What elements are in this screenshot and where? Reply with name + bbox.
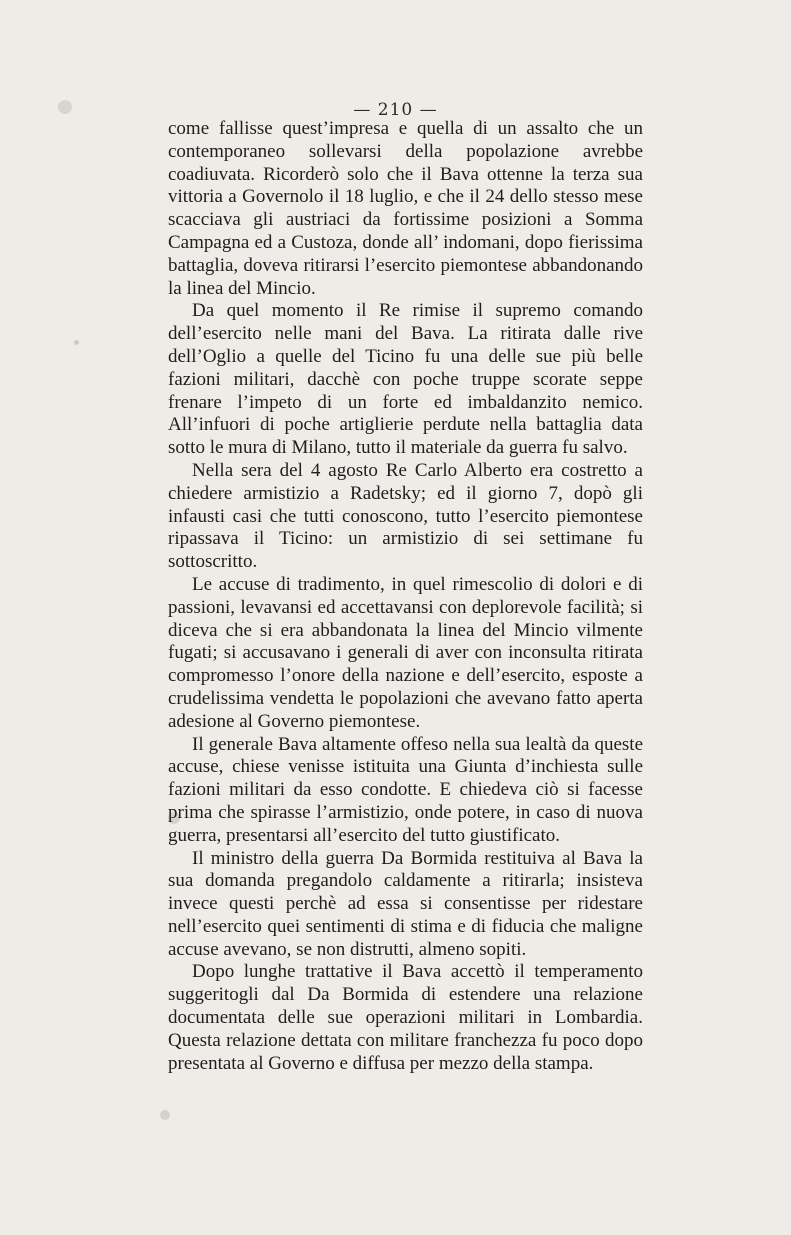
paper-speck xyxy=(160,1110,170,1120)
paragraph-4: Le accuse di tradimento, in quel rimescolio di dolori e di passioni, levavansi ed accettavansi con deplorevole facilità; si diceva che si era abbandonata la linea del Mincio vilmente fugati; si accusavano i generali di aver con inconsulta ritirata compromesso l’onore della nazione e dell’esercito, esposte a crudelissima vendetta le popolazioni che avevano fatto aperta adesione al Governo piemontese. xyxy=(168,573,643,732)
paper-speck xyxy=(74,340,79,345)
paragraph-2: Da quel momento il Re rimise il supremo comando dell’esercito nelle mani del Bava. La ritirata dalle rive dell’Oglio a quelle del Ticino fu una delle sue più belle fazioni militari, dacchè con poche truppe scorate seppe frenare l’impeto di un forte ed imbaldanzito nemico. All’infuori di poche artiglierie perdute nella battaglia data sotto le mura di Milano, tutto il materiale da guerra fu salvo. xyxy=(168,300,643,459)
paragraph-5: Il generale Bava altamente offeso nella sua lealtà da queste accuse, chiese venisse istituita una Giunta d’inchiesta sulle fazioni militari da esso condotte. E chiedeva ciò si facesse prima che spirasse l’armistizio, onde potere, in caso di nuova guerra, presentarsi all’esercito del tutto giustificato. xyxy=(168,733,643,846)
paragraph-7: Dopo lunghe trattative il Bava accettò il temperamento suggeritogli dal Da Bormida di estendere una relazione documentata delle sue operazioni militari in Lombardia. Questa relazione dettata con militare franchezza fu poco dopo presentata al Governo e diffusa per mezzo della stampa. xyxy=(168,961,643,1074)
paragraph-1: come fallisse quest’impresa e quella di un assalto che un contemporaneo sollevarsi della popolazione avrebbe coadiuvata. Ricorderò solo che il Bava ottenne la terza sua vittoria a Governolo il 18 luglio, e che il 24 dello stesso mese scacciava gli austriaci da fortissime posizioni a Somma Campagna ed a Custoza, donde all’ indomani, dopo fierissima battaglia, doveva ritirarsi l’esercito piemontese abbandonando la linea del Mincio. xyxy=(168,118,643,299)
body-text xyxy=(168,118,643,1075)
paragraph-6: Il ministro della guerra Da Bormida restituiva al Bava la sua domanda pregandolo caldamente a ritirarla; insisteva invece questi perchè ad essa si consentisse per ridestare nell’esercito quei sentimenti di stima e di fiducia che maligne accuse avevano, se non distrutti, almeno sopiti. xyxy=(168,847,643,960)
paragraph-3: Nella sera del 4 agosto Re Carlo Alberto era costretto a chiedere armistizio a Radetsky; ed il giorno 7, dopò gli infausti casi che tutti conoscono, tutto l’esercito piemontese ripassava il Ticino: un armistizio di sei settimane fu sottoscritto. xyxy=(168,459,643,573)
page-number: — 210 — xyxy=(353,100,438,120)
